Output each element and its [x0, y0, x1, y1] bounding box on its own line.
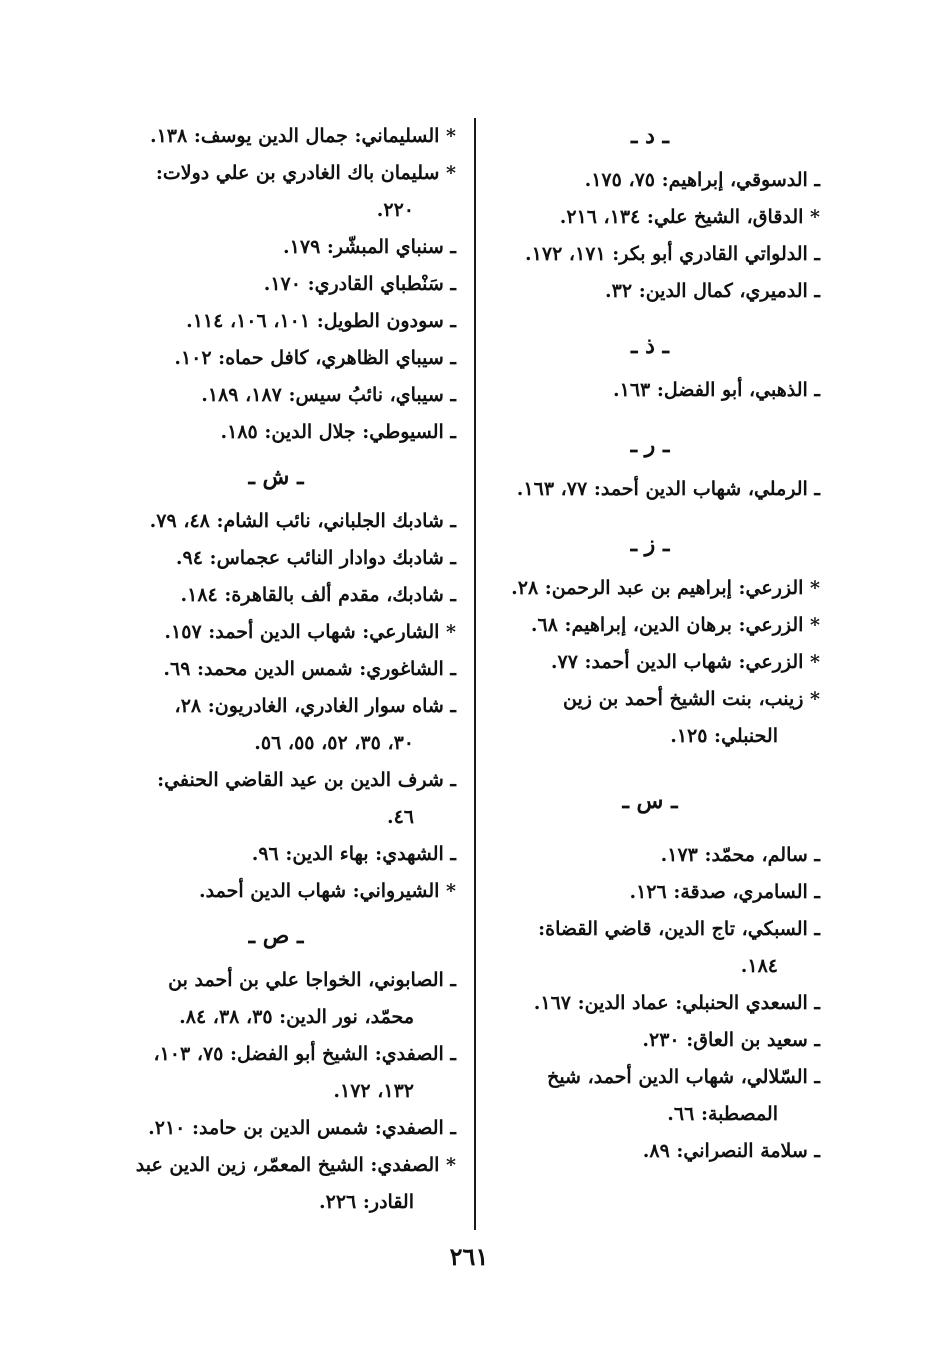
entry-first-line: ـ الصابوني، الخواجا علي بن أحمد بن	[168, 969, 456, 991]
index-entry: * السليماني: جمال الدين يوسف: ١٣٨.	[149, 125, 456, 147]
section-heading-sin: ـ س ـ	[622, 788, 678, 814]
index-entry: ـ الذهبي، أبو الفضل: ١٦٣.	[613, 379, 820, 401]
index-entry: ـ سَنْطباي القادري: ١٧٠.	[263, 273, 456, 295]
index-entry-wrapped	[96, 762, 456, 836]
index-entry: ـ الرملي، شهاب الدين أحمد: ٧٧، ١٦٣.	[516, 478, 820, 500]
index-entry: ـ شادبك الجلباني، نائب الشام: ٤٨، ٧٩.	[149, 510, 456, 532]
index-entry: * الزرعي: برهان الدين، إبراهيم: ٦٨.	[530, 614, 820, 636]
index-entry-wrapped	[96, 155, 456, 229]
section-heading-zay: ـ ز ـ	[630, 531, 670, 557]
index-entry: ـ السعدي الحنبلي: عماد الدين: ١٦٧.	[533, 992, 820, 1014]
index-entry-wrapped	[480, 1059, 820, 1133]
section-heading-ra: ـ ر ـ	[630, 432, 670, 458]
index-entry: ـ السامري، صدقة: ١٢٦.	[629, 881, 820, 903]
index-entry: ـ سعيد بن العاق: ٢٣٠.	[642, 1029, 820, 1051]
entry-continuation: القادر: ٢٢٦.	[319, 1191, 414, 1213]
index-entry: ـ الشهدي: بهاء الدين: ٩٦.	[251, 843, 456, 865]
section-heading-sad: ـ ص ـ	[248, 923, 304, 949]
entry-first-line: ـ الصفدي: الشيخ أبو الفضل: ٧٥، ١٠٣،	[153, 1043, 456, 1065]
entry-continuation: الحنبلي: ١٢٥.	[670, 725, 778, 747]
index-entry-wrapped	[96, 688, 456, 762]
entry-continuation: ١٨٤.	[740, 955, 778, 977]
index-entry: ـ الصفدي: شمس الدين بن حامد: ٢١٠.	[148, 1117, 456, 1139]
index-entry-wrapped	[480, 911, 820, 985]
index-entry: ـ الدلواتي القادري أبو بكر: ١٧١، ١٧٢.	[525, 243, 820, 265]
index-entry: ـ الدميري، كمال الدين: ٣٢.	[605, 280, 820, 302]
index-entry-wrapped	[96, 1036, 456, 1110]
entry-continuation: ٤٦.	[386, 806, 414, 828]
index-entry: ـ سلامة النصراني: ٨٩.	[642, 1140, 820, 1162]
entry-first-line: ـ شاه سوار الغادري، الغادريون: ٢٨،	[174, 695, 456, 717]
index-entry: ـ سيباي، نائبُ سيس: ١٨٧، ١٨٩.	[201, 384, 456, 406]
entry-first-line: ـ السبكي، تاج الدين، قاضي القضاة:	[538, 918, 820, 940]
index-entry: ـ شادبك، مقدم ألف بالقاهرة: ١٨٤.	[180, 584, 456, 606]
index-entry: ـ سيباي الظاهري، كافل حماه: ١٠٢.	[174, 347, 456, 369]
column-divider	[474, 118, 476, 1230]
index-entry-wrapped	[480, 681, 820, 755]
page-number: ٢٦١	[449, 1242, 489, 1271]
section-heading-dal: ـ د ـ	[630, 123, 669, 149]
index-entry: ـ سالم، محمّد: ١٧٣.	[660, 844, 820, 866]
entry-first-line: * سليمان باك الغادري بن علي دولات:	[155, 162, 456, 184]
index-entry: ـ سنباي المبشّر: ١٧٩.	[283, 236, 456, 258]
index-entry: ـ الشاغوري: شمس الدين محمد: ٦٩.	[163, 658, 456, 680]
right-column	[480, 118, 820, 1170]
entry-continuation: ٣٠، ٣٥، ٥٢، ٥٥، ٥٦.	[254, 732, 414, 754]
index-entry: * الشيرواني: شهاب الدين أحمد.	[199, 880, 456, 902]
entry-continuation: محمّد، نور الدين: ٣٥، ٣٨، ٨٤.	[179, 1006, 414, 1028]
section-heading-shin: ـ ش ـ	[248, 464, 304, 490]
index-entry: * الدقاق، الشيخ علي: ١٣٤، ٢١٦.	[559, 206, 820, 228]
index-entry: * الشارعي: شهاب الدين أحمد: ١٥٧.	[164, 621, 456, 643]
index-entry-wrapped	[96, 962, 456, 1036]
index-entry: ـ سودون الطويل: ١٠١، ١٠٦، ١١٤.	[186, 310, 456, 332]
entry-continuation: ٢٢٠.	[376, 199, 414, 221]
index-entry: ـ الدسوقي، إبراهيم: ٧٥، ١٧٥.	[584, 169, 820, 191]
entry-first-line: * زينب، بنت الشيخ أحمد بن زين	[563, 688, 820, 710]
index-entry: ـ شادبك دوادار النائب عجماس: ٩٤.	[175, 547, 456, 569]
entry-first-line: ـ شرف الدين بن عيد القاضي الحنفي:	[157, 769, 456, 791]
entry-continuation: المصطبة: ٦٦.	[667, 1103, 778, 1125]
entry-first-line: ـ السّلالي، شهاب الدين أحمد، شيخ	[547, 1066, 820, 1088]
index-entry: * الزرعي: إبراهيم بن عبد الرحمن: ٢٨.	[511, 577, 820, 599]
index-entry: ـ السيوطي: جلال الدين: ١٨٥.	[220, 421, 456, 443]
section-heading-dhal: ـ ذ ـ	[630, 333, 669, 359]
left-column	[96, 118, 456, 1221]
index-entry: * الزرعي: شهاب الدين أحمد: ٧٧.	[550, 651, 820, 673]
entry-first-line: * الصفدي: الشيخ المعمّر، زين الدين عبد	[135, 1154, 456, 1176]
entry-continuation: ١٣٢، ١٧٢.	[333, 1080, 414, 1102]
index-entry-wrapped	[96, 1147, 456, 1221]
